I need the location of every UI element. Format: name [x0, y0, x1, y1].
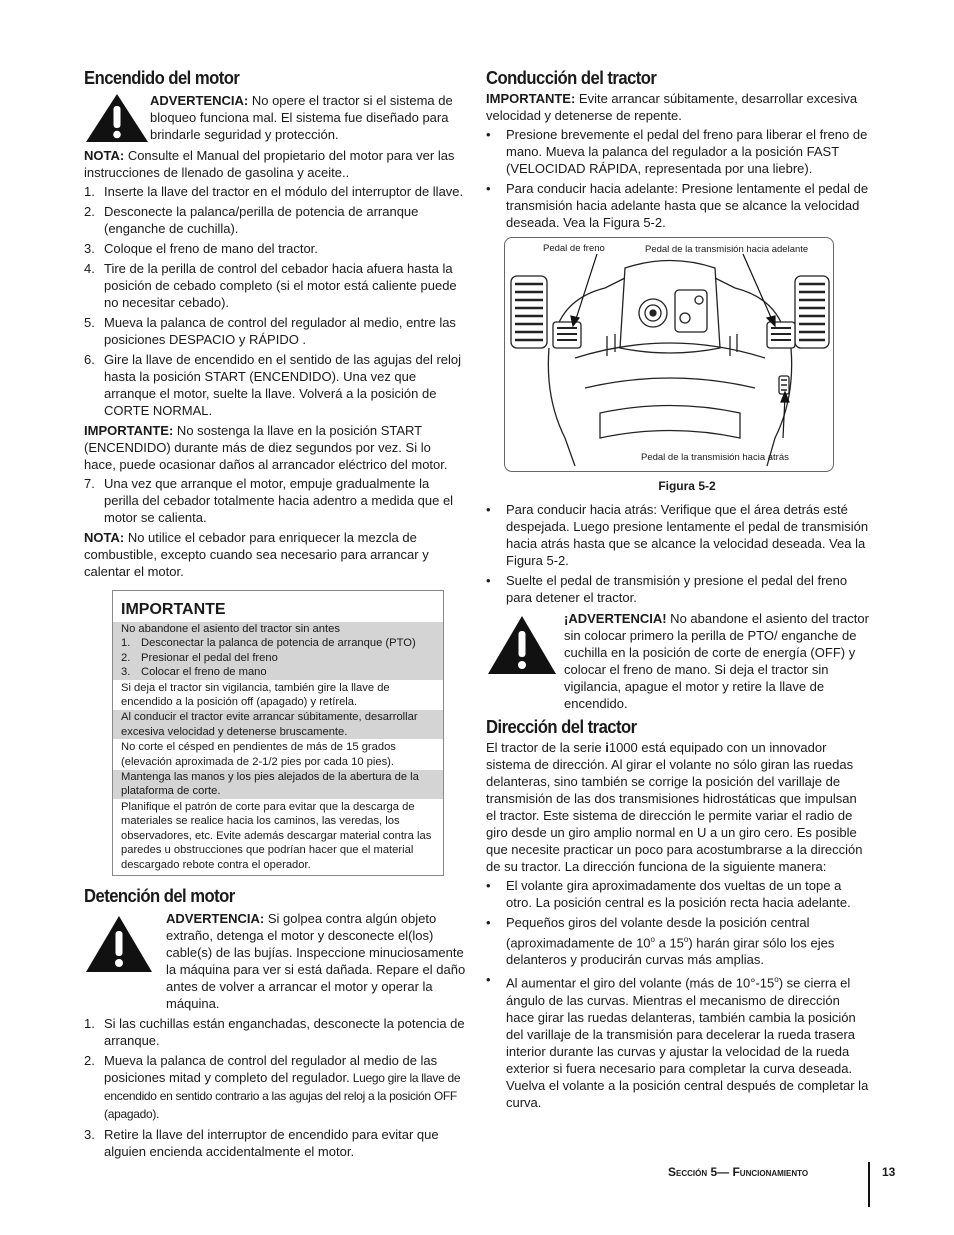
list-item: 2. Mueva la palanca de control del regulador al medio de las posiciones mitad y completo del regulador. Luego gire la llave de encendido en sentido contrario a las agujas del reloj a la posición OFF (apagado). [84, 1052, 461, 1121]
warning-icon [486, 614, 564, 678]
list-item: 4. Tire de la perilla de control del cebador hacia afuera hasta la posición de cebado completo (si el motor está caliente puede no necesitar cebado). [84, 261, 457, 310]
warning-block-starting [84, 92, 466, 144]
list-item: • Al aumentar el giro del volante (más de 10°-15$^o$) se cierra el ángulo de las curvas. Mientras el mecanismo de dirección hace girar las ruedas delanteras, también cambia la posición del varillaje de la transmisión para decelerar la rueda trasera interior durante las curvas y ajustar la velocidad de la rueda exterior si fuera necesario para completar la curva deseada. Vuelva el volante a la posición central después de completar la curva. [486, 972, 869, 1110]
driving-bullets-2 [486, 501, 870, 606]
warning-text: ADVERTENCIA: No opere el tractor si el sistema de bloqueo funciona mal. El sistema fue diseñado para brindarle seguridad y protección. [150, 93, 453, 142]
list-item: 2. Presionar el pedal del freno [121, 651, 278, 664]
list-item: 1. Si las cuchillas están enganchadas, desconecte la potencia de arranque. [84, 1015, 465, 1048]
important-box-row: No corte el césped en pendientes de más de 15 grados (elevación aproximada de 2-1/2 pies por cada 10 pies). [113, 739, 443, 769]
list-item: • Pequeños giros del volante desde la posición central (aproximadamente de 10$^o$ a 15$^o$) harán girar sólo los ejes delanteros y producirán curvas más amplias. [486, 915, 835, 968]
list-item: 5. Mueva la palanca de control del regulador al medio, entre las posiciones DESPACIO y RÁPIDO . [84, 315, 456, 347]
note-choke: NOTA: No utilice el cebador para enriquecer la mezcla de combustible, excepto cuando sea necesario para arrancar y calentar el motor. [84, 530, 429, 579]
label-brake-pedal: Pedal de freno [543, 243, 605, 254]
section-title-steering: Dirección del tractor [486, 716, 637, 737]
figure-5-2 [504, 237, 834, 472]
list-item: 1. Inserte la llave del tractor en el módulo del interruptor de llave. [84, 184, 464, 199]
warning-text: ADVERTENCIA: Si golpea contra algún objeto extraño, detenga el motor y desconecte el(los) cable(s) de las bujías. Inspeccione minuciosamente la máquina para ver si está dañada. Repare el daño antes de volver a arrancar el motor y operar la máquina. [166, 910, 466, 1011]
label-forward-pedal: Pedal de la transmisión hacia adelante [645, 244, 809, 255]
list-item: • Suelte el pedal de transmisión y presione el pedal del freno para detener el tractor. [486, 573, 848, 605]
important-box-row [113, 621, 443, 680]
steering-intro: El tractor de la serie i1000 está equipado con un innovador sistema de dirección. Al girar el volante no sólo giran las ruedas delanteras, sino también se corrige la posición del varillaje de transmisión de las dos transmisiones hidrostáticas que impulsan el tractor. Este sistema de dirección le permite variar el radio de giro desde un giro amplio normal en U a un giro cero. Es posible que necesite practicar un poco para acostumbrarse a la dirección de su tractor. La dirección funciona de la siguiente manera: [486, 740, 863, 874]
right-column [486, 66, 870, 1114]
page-number: 13 [882, 1165, 896, 1179]
warning-block-driving [486, 610, 870, 712]
important-intro: No abandone el asiento del tractor sin antes [121, 623, 340, 635]
pedal-illustration [505, 238, 834, 472]
starting-steps [84, 183, 466, 419]
list-item: 3. Coloque el freno de mano del tractor. [84, 241, 318, 256]
important-box [112, 590, 444, 876]
left-column [84, 66, 466, 1163]
list-item: 3. Retire la llave del interruptor de encendido para evitar que alguien encienda accidentalmente el motor. [84, 1126, 439, 1159]
note-fuel: NOTA: Consulte el Manual del propietario del motor para ver las instrucciones de llenado de gasolina y aceite.. [84, 148, 455, 180]
important-box-row: Planifique el patrón de corte para evitar que la descarga de materiales se realice hacia los caminos, las veredas, los observadores, etc. Evite además descargar material contra las paredes u obstrucciones que podrían hacer que el material descargado rebote contra el operador. [113, 799, 443, 875]
list-item: • Para conducir hacia adelante: Presione lentamente el pedal de transmisión hacia adelante hasta que se alcance la velocidad deseada. Vea la Figura 5-2. [486, 181, 869, 230]
footer-divider [868, 1162, 870, 1207]
important-box-row: Si deja el tractor sin vigilancia, también gire la llave de encendido a la posición off (apagado) y retírela. [113, 680, 443, 710]
steering-bullets [486, 877, 870, 1111]
important-box-row: Al conducir el tractor evite arrancar súbitamente, desarrollar excesiva velocidad y detenerse bruscamente. [113, 709, 443, 739]
label-reverse-pedal: Pedal de la transmisión hacia atrás [641, 452, 789, 463]
list-item: • El volante gira aproximadamente dos vueltas de un tope a otro. La posición central es la posición recta hacia adelante. [486, 878, 851, 910]
list-item: • Presione brevemente el pedal del freno para liberar el freno de mano. Mueva la palanca del regulador a la posición FAST (VELOCIDAD RÁPIDA, representada por una liebre). [486, 127, 868, 176]
section-title-driving: Conducción del tractor [486, 67, 657, 88]
important-key: IMPORTANTE: No sostenga la llave en la posición START (ENCENDIDO) durante más de diez segundos por vez. Si lo hace, puede ocasionar daños al arrancador eléctrico del motor. [84, 423, 448, 472]
warning-block-stopping [84, 910, 466, 1012]
list-item: 2. Desconecte la palanca/perilla de potencia de arranque (enganche de cuchilla). [84, 204, 419, 236]
stopping-steps [84, 1015, 466, 1160]
list-item: 7. Una vez que arranque el motor, empuje gradualmente la perilla del cebador totalmente hacia adentro a medida que el motor se calienta. [84, 476, 454, 525]
important-driving: IMPORTANTE: Evite arrancar súbitamente, desarrollar excesiva velocidad y detenerse de repente. [486, 91, 858, 123]
section-title-starting: Encendido del motor [84, 67, 240, 88]
warning-icon [84, 914, 166, 976]
figure-caption: Figura 5-2 [658, 479, 716, 493]
footer-section-label: Sección 5— Funcionamiento [668, 1165, 809, 1179]
list-item: 1. Desconectar la palanca de potencia de arranque (PTO) [121, 637, 416, 650]
list-item: 6. Gire la llave de encendido en el sentido de las agujas del reloj hasta la posición START (ENCENDIDO). Una vez que arranque el motor, suelte la llave. Volverá a la posición de CORTE NORMAL. [84, 352, 462, 418]
section-title-stopping: Detención del motor [84, 884, 235, 906]
warning-text: ¡ADVERTENCIA! No abandone el asiento del tractor sin colocar primero la perilla de PTO/ enganche de cuchilla en la posición de corte de energía (OFF) y colocar el freno de mano. Si deja el tractor sin vigilancia, apague el motor y retire la llave de encendido. [564, 611, 869, 711]
important-box-row: Mantenga las manos y los pies alejados de la abertura de la plataforma de corte. [113, 769, 443, 799]
list-item: 3. Colocar el freno de mano [121, 666, 267, 679]
warning-icon [84, 92, 150, 144]
important-box-title: IMPORTANTE [121, 601, 226, 618]
starting-step-7 [84, 475, 466, 526]
list-item: • Para conducir hacia atrás: Verifique que el área detrás esté despejada. Luego presione lentamente el pedal de transmisión hacia atrás hasta que se alcance la velocidad deseada. Vea la Figura 5-2. [486, 502, 869, 568]
driving-bullets [486, 126, 870, 231]
